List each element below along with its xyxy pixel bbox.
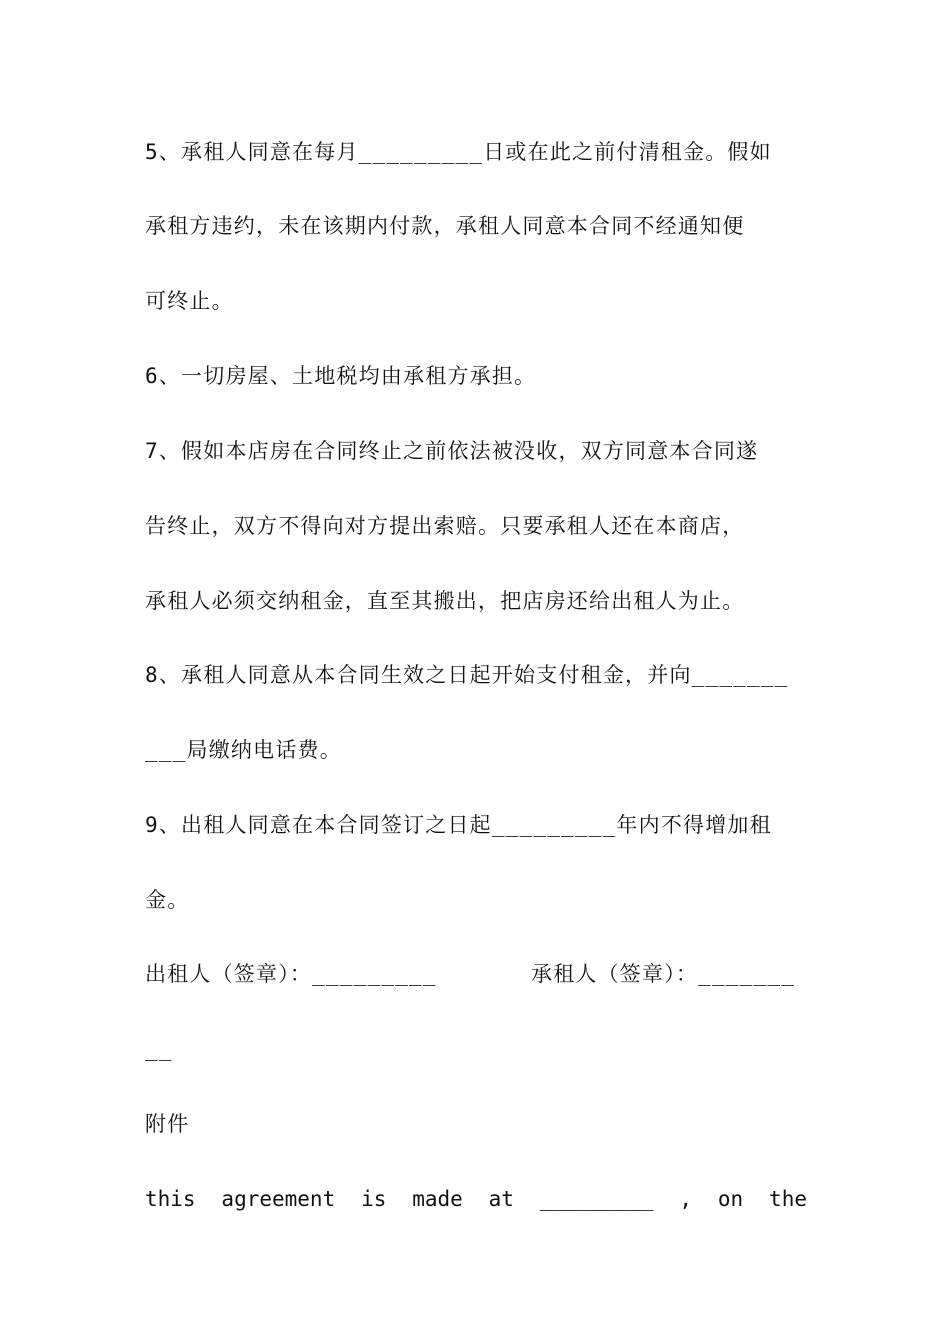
- clause-7-line-3: 承租人必须交纳租金，直至其搬出，把店房还给出租人为止。: [145, 589, 745, 613]
- clause-8-line-1: 8、承租人同意从本合同生效之日起开始支付租金，并向_______: [145, 663, 789, 687]
- english-word: this: [145, 1187, 196, 1211]
- clause-9-line-2: 金。: [145, 888, 190, 912]
- english-word: made: [412, 1187, 463, 1211]
- clause-9-line-1: 9、出租人同意在本合同签订之日起_________年内不得增加租: [145, 813, 772, 837]
- signature-line: [145, 959, 807, 989]
- appendix-title: 附件: [145, 1112, 190, 1136]
- lessee-signature-continued: __: [145, 1037, 173, 1061]
- clause-8-line-2: ___局缴纳电话费。: [145, 738, 342, 762]
- clause-7-line-2: 告终止，双方不得向对方提出索赔。只要承租人还在本商店，: [145, 514, 745, 538]
- lessee-signature: 承租人（签章）：_______: [531, 962, 796, 986]
- english-blank: _________: [539, 1187, 654, 1211]
- clause-5-line-3: 可终止。: [145, 289, 234, 313]
- clause-6-line-1: 6、一切房屋、土地税均由承租方承担。: [145, 364, 537, 388]
- english-intro-line: [145, 1184, 807, 1214]
- english-word: the: [769, 1187, 807, 1211]
- english-word: at: [488, 1187, 514, 1211]
- english-word: is: [361, 1187, 387, 1211]
- clause-7-line-1: 7、假如本店房在合同终止之前依法被没收，双方同意本合同遂: [145, 439, 759, 463]
- english-word: on: [717, 1187, 744, 1211]
- english-comma: ,: [679, 1187, 693, 1211]
- clause-5-line-2: 承租方违约，未在该期内付款，承租人同意本合同不经通知便: [145, 214, 745, 238]
- english-word: agreement: [221, 1187, 336, 1211]
- clause-5-line-1: 5、承租人同意在每月_________日或在此之前付清租金。假如: [145, 140, 772, 164]
- lessor-signature: 出租人（签章）：_________: [145, 962, 437, 986]
